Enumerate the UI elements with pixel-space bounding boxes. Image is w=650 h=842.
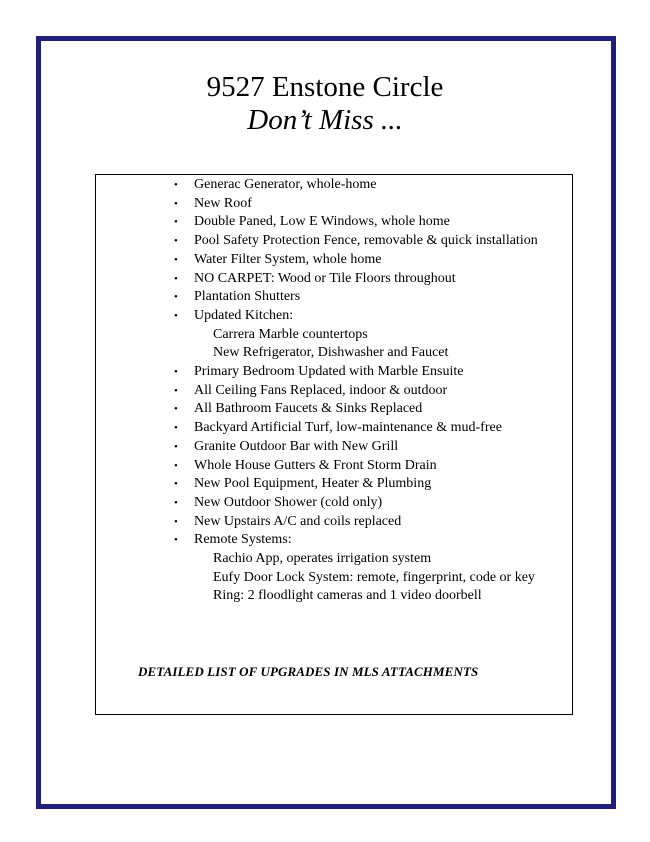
feature-text: New Roof (194, 195, 252, 211)
feature-subitem (0, 326, 650, 345)
bullet-icon: • (174, 309, 178, 322)
feature-list (0, 176, 650, 606)
feature-item (0, 513, 650, 532)
feature-text: Remote Systems: (194, 532, 292, 548)
feature-text: Eufy Door Lock System: remote, fingerprint, code or key (213, 569, 535, 585)
feature-text: Backyard Artificial Turf, low-maintenance & mud-free (194, 420, 502, 436)
feature-item (0, 232, 650, 251)
bullet-icon: • (174, 534, 178, 547)
feature-text: Double Paned, Low E Windows, whole home (194, 214, 450, 230)
feature-subitem (0, 344, 650, 363)
feature-text: New Refrigerator, Dishwasher and Faucet (213, 345, 449, 361)
footer-note: DETAILED LIST OF UPGRADES IN MLS ATTACHMENTS (138, 664, 479, 679)
feature-text: Water Filter System, whole home (194, 251, 382, 267)
bullet-icon: • (174, 179, 178, 191)
bullet-icon: • (174, 515, 178, 528)
bullet-icon: • (174, 235, 178, 248)
feature-text: All Ceiling Fans Replaced, indoor & outdoor (194, 382, 448, 398)
feature-text: New Pool Equipment, Heater & Plumbing (194, 476, 432, 492)
feature-text: All Bathroom Faucets & Sinks Replaced (194, 401, 423, 417)
feature-text: New Upstairs A/C and coils replaced (194, 513, 402, 529)
page-title: 9527 Enstone Circle (206, 71, 444, 103)
feature-item (0, 270, 650, 289)
feature-text: Primary Bedroom Updated with Marble Ensuite (194, 364, 464, 380)
feature-subitem (0, 550, 650, 569)
feature-text: Rachio App, operates irrigation system (213, 551, 432, 567)
feature-text: Carrera Marble countertops (213, 326, 368, 342)
bullet-icon: • (174, 422, 178, 435)
feature-text: Updated Kitchen: (194, 307, 294, 323)
feature-item (0, 457, 650, 476)
bullet-icon: • (174, 366, 178, 379)
feature-item (0, 288, 650, 307)
bullet-icon: • (174, 291, 178, 304)
feature-text: NO CARPET: Wood or Tile Floors throughout (194, 270, 456, 286)
feature-item (0, 382, 650, 401)
feature-item (0, 475, 650, 494)
bullet-icon: • (174, 272, 178, 285)
feature-item (0, 363, 650, 382)
feature-item (0, 251, 650, 270)
feature-item (0, 531, 650, 550)
feature-item (0, 307, 650, 326)
bullet-icon: • (174, 440, 178, 453)
feature-item (0, 400, 650, 419)
bullet-icon: • (174, 384, 178, 397)
feature-text: Granite Outdoor Bar with New Grill (194, 438, 399, 454)
feature-text: Whole House Gutters & Front Storm Drain (194, 457, 437, 473)
feature-item (0, 176, 650, 195)
feature-subitem (0, 587, 650, 606)
bullet-icon: • (174, 496, 178, 509)
page-subtitle: Don’t Miss ... (247, 104, 403, 136)
bullet-icon: • (174, 478, 178, 491)
feature-item (0, 195, 650, 214)
bullet-icon: • (174, 459, 178, 472)
feature-text: Generac Generator, whole-home (194, 177, 377, 192)
feature-text: Plantation Shutters (194, 289, 301, 305)
feature-text: Pool Safety Protection Fence, removable & quick installation (194, 233, 538, 249)
bullet-icon: • (174, 253, 178, 266)
feature-item (0, 438, 650, 457)
bullet-icon: • (174, 197, 178, 210)
feature-subitem (0, 569, 650, 588)
bullet-icon: • (174, 403, 178, 416)
feature-text: New Outdoor Shower (cold only) (194, 494, 383, 510)
feature-text: Ring: 2 floodlight cameras and 1 video doorbell (213, 588, 482, 604)
feature-item (0, 494, 650, 513)
bullet-icon: • (174, 216, 178, 229)
feature-item (0, 213, 650, 232)
feature-item (0, 419, 650, 438)
